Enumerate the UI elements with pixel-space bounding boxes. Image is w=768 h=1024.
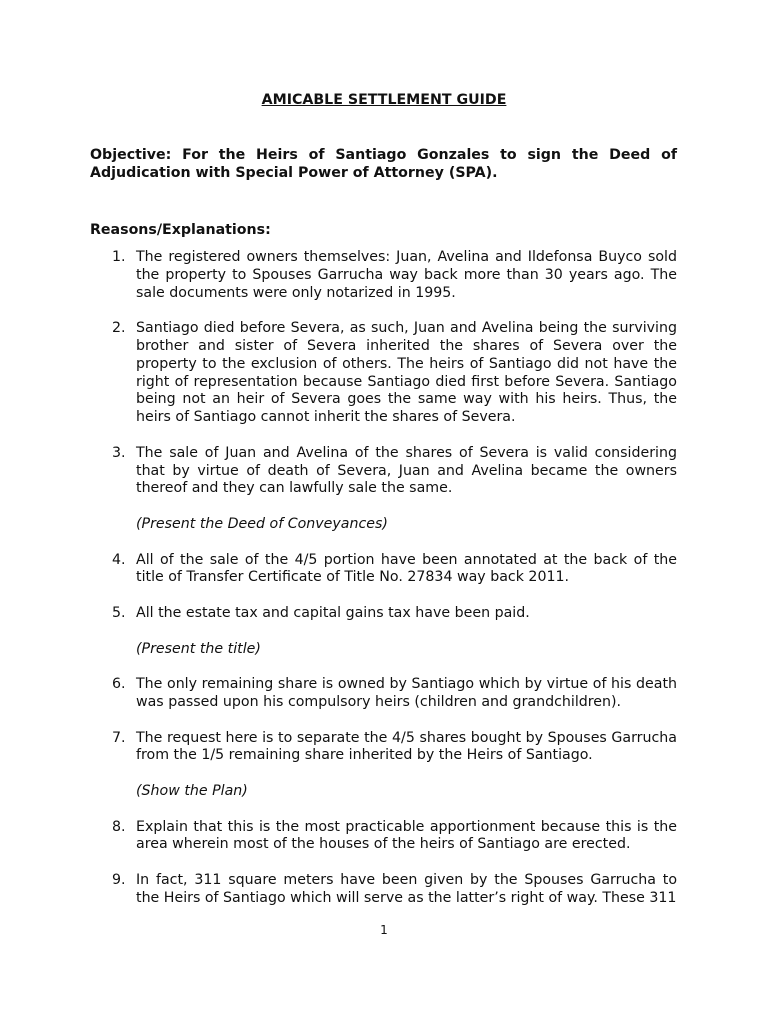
list-item-number: 3.: [112, 444, 126, 461]
reasons-heading: Reasons/Explanations:: [90, 222, 271, 238]
list-item: [112, 249, 677, 302]
list-item-number: 7.: [112, 729, 126, 746]
list-item-number: 9.: [112, 871, 126, 888]
document-title: AMICABLE SETTLEMENT GUIDE: [261, 92, 507, 108]
list-item-text: The sale of Juan and Avelina of the shares of Severa is valid considering that by virtue of death of Severa, Juan and Avelina became the owners thereof and they can lawfully sale the same.: [136, 444, 677, 497]
list-item: [112, 872, 677, 908]
list-item: [112, 445, 677, 498]
list-item-text: Santiago died before Severa, as such, Juan and Avelina being the surviving brother and sister of Severa inherited the shares of Severa over the property to the exclusion of others. The heirs of Santiago did not have the right of representation because Santiago died first before Severa. Santiago being not an heir of Severa goes the same way with his heirs. Thus, the heirs of Santiago cannot inherit the shares of Severa.: [136, 320, 677, 426]
list-item-number: 6.: [112, 676, 126, 693]
list-item-number: 1.: [112, 249, 126, 265]
list-item-text: The registered owners themselves: Juan, Avelina and Ildefonsa Buyco sold the property to Spouses Garrucha way back more than 30 years ago. The sale documents were only notarized in 1995.: [136, 249, 677, 301]
instruction-note: (Show the Plan): [136, 782, 248, 799]
list-item-text: All of the sale of the 4/5 portion have been annotated at the back of the title of Transfer Certificate of Title No. 27834 way back 2011.: [136, 551, 677, 586]
reasons-list: [112, 249, 677, 907]
instruction-note: (Present the Deed of Conveyances): [136, 515, 388, 532]
list-item: [112, 320, 677, 427]
list-item-text: In fact, 311 square meters have been given by the Spouses Garrucha to the Heirs of Santiago which will serve as the latter’s right of way. These 311: [136, 871, 677, 906]
list-item-text: The only remaining share is owned by Santiago which by virtue of his death was passed upon his compulsory heirs (children and grandchildren).: [136, 676, 677, 710]
objective-paragraph: Objective: For the Heirs of Santiago Gonzales to sign the Deed of Adjudication with Special Power of Attorney (SPA).: [90, 147, 677, 181]
list-item-number: 5.: [112, 604, 126, 621]
list-item: [112, 819, 677, 855]
list-item: [112, 730, 677, 766]
list-item-text: The request here is to separate the 4/5 shares bought by Spouses Garrucha from the 1/5 remaining share inherited by the Heirs of Santiago.: [136, 729, 677, 764]
list-item-number: 4.: [112, 551, 126, 568]
page-number: 1: [380, 923, 388, 937]
list-item-text: Explain that this is the most practicable apportionment because this is the area wherein most of the houses of the heirs of Santiago are erected.: [136, 818, 677, 853]
list-item: [112, 552, 677, 588]
list-item-number: 8.: [112, 818, 126, 835]
list-item: [112, 676, 677, 712]
list-item: [112, 605, 677, 623]
list-item-number: 2.: [112, 320, 126, 337]
list-item-text: All the estate tax and capital gains tax have been paid.: [136, 604, 530, 621]
instruction-note: (Present the title): [136, 640, 261, 657]
